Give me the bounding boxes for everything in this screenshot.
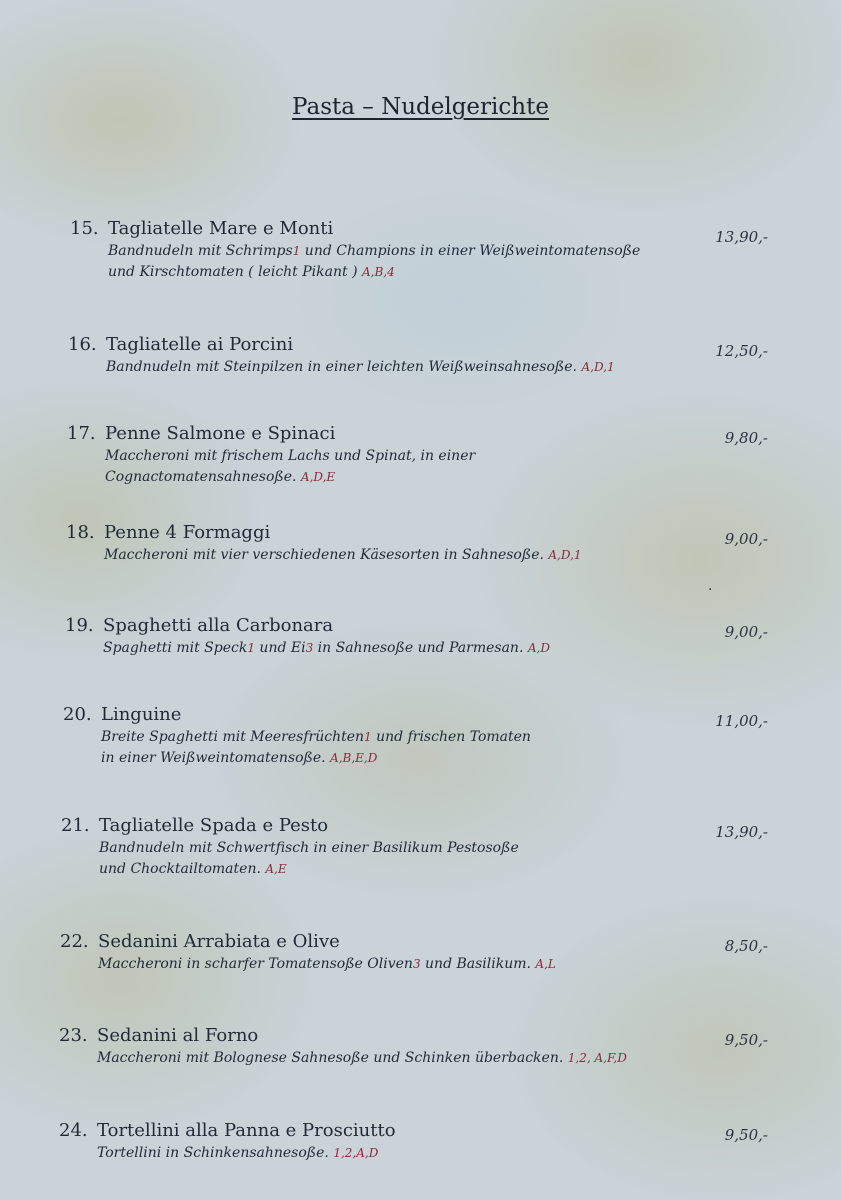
allergen-codes: 1,2,A,D: [333, 1146, 379, 1160]
dish-number: 17.: [67, 423, 96, 444]
dish-name: Spaghetti alla Carbonara: [103, 615, 334, 636]
description-text: in einer Weißweintomatensoße.: [101, 750, 331, 766]
allergen-codes: A,E: [265, 862, 287, 876]
dish-name: Tagliatelle ai Porcini: [106, 334, 294, 355]
dish-number: 19.: [65, 615, 94, 636]
menu-item: [68, 334, 768, 378]
description-line: [98, 954, 698, 975]
menu-item-header: [65, 615, 768, 636]
description-text: Bandnudeln mit Schrimps: [108, 243, 293, 259]
description-text: in Sahnesoße und Parmesan.: [313, 640, 528, 656]
menu-item: [59, 1025, 768, 1069]
description-line: [105, 446, 705, 467]
menu-item: [70, 218, 768, 283]
description-text: Maccheroni mit frischem Lachs und Spinat, in einer: [105, 448, 476, 464]
additive-code: 3: [305, 641, 314, 655]
dish-price: 11,00,-: [715, 712, 768, 730]
description-text: und Kirschtomaten ( leicht Pikant ): [108, 264, 362, 280]
description-line: [108, 262, 708, 283]
dish-price: 9,00,-: [724, 623, 768, 641]
menu-item-header: [70, 218, 768, 239]
allergen-codes: A,D: [527, 641, 550, 655]
allergen-codes: A,D,1: [548, 548, 582, 562]
menu-item: [66, 522, 768, 566]
description-line: [106, 357, 706, 378]
dish-price: 9,80,-: [724, 429, 768, 447]
dish-description: [105, 446, 705, 488]
description-line: [97, 1143, 697, 1164]
description-text: und Basilikum.: [420, 956, 536, 972]
description-line: [97, 1048, 697, 1069]
description-line: [105, 467, 705, 488]
dish-price: 9,50,-: [724, 1031, 768, 1049]
menu-item: [60, 931, 768, 975]
dish-price: 12,50,-: [715, 342, 768, 360]
menu-item-header: [66, 522, 768, 543]
description-text: Maccheroni mit Bolognese Sahnesoße und Schinken überbacken.: [97, 1050, 568, 1066]
allergen-codes: A,D,E: [300, 470, 336, 484]
description-text: Maccheroni mit vier verschiedenen Käsesorten in Sahnesoße.: [104, 547, 549, 563]
menu-item-header: [61, 815, 768, 836]
allergen-codes: A,D,1: [581, 360, 615, 374]
additive-code: 1: [364, 730, 372, 744]
dish-number: 18.: [66, 522, 95, 543]
dish-description: [106, 357, 706, 378]
dish-price: 13,90,-: [715, 228, 768, 246]
allergen-codes: 1,2, A,F,D: [567, 1051, 627, 1065]
additive-code: 3: [412, 957, 421, 971]
dish-name: Linguine: [101, 704, 182, 725]
menu-item: [67, 423, 768, 488]
description-text: Cognactomatensahnesoße.: [105, 469, 301, 485]
menu-item-header: [67, 423, 768, 444]
menu-item: [59, 1120, 768, 1164]
menu-item: [65, 615, 768, 659]
description-text: Maccheroni in scharfer Tomatensoße Oliven: [98, 956, 413, 972]
description-line: [101, 748, 701, 769]
dish-number: 22.: [60, 931, 89, 952]
dish-description: [99, 838, 699, 880]
dish-description: [97, 1048, 697, 1069]
description-text: Bandnudeln mit Steinpilzen in einer leichten Weißweinsahnesoße.: [106, 359, 582, 375]
stray-mark: .: [708, 578, 713, 594]
dish-name: Sedanini Arrabiata e Olive: [98, 931, 340, 952]
menu-item-header: [63, 704, 768, 725]
dish-description: [108, 241, 708, 283]
description-text: Spaghetti mit Speck: [103, 640, 248, 656]
dish-price: 9,00,-: [724, 530, 768, 548]
dish-number: 16.: [68, 334, 97, 355]
menu-item-header: [59, 1025, 768, 1046]
description-line: [99, 838, 699, 859]
dish-price: 8,50,-: [724, 937, 768, 955]
description-text: Bandnudeln mit Schwertfisch in einer Basilikum Pestosoße: [99, 840, 519, 856]
allergen-codes: A,L: [535, 957, 556, 971]
dish-number: 23.: [59, 1025, 88, 1046]
dish-name: Penne Salmone e Spinaci: [105, 423, 336, 444]
description-line: [104, 545, 704, 566]
dish-name: Tortellini alla Panna e Prosciutto: [97, 1120, 396, 1141]
menu-item: [61, 815, 768, 880]
menu-item-header: [68, 334, 768, 355]
description-text: und frischen Tomaten: [371, 729, 531, 745]
additive-code: 1: [247, 641, 255, 655]
dish-number: 20.: [63, 704, 92, 725]
dish-description: [103, 638, 703, 659]
dish-description: [101, 727, 701, 769]
allergen-codes: A,B,E,D: [330, 751, 378, 765]
description-line: [103, 638, 703, 659]
description-line: [108, 241, 708, 262]
menu-item-header: [60, 931, 768, 952]
page-title: Pasta – Nudelgerichte: [292, 94, 549, 120]
dish-name: Sedanini al Forno: [97, 1025, 259, 1046]
description-line: [101, 727, 701, 748]
description-text: und Ei: [254, 640, 306, 656]
dish-name: Penne 4 Formaggi: [104, 522, 271, 543]
dish-number: 21.: [61, 815, 90, 836]
menu-item-header: [59, 1120, 768, 1141]
dish-description: [104, 545, 704, 566]
menu-item: [63, 704, 768, 769]
description-text: Tortellini in Schinkensahnesoße.: [97, 1145, 334, 1161]
allergen-codes: A,B,4: [362, 265, 395, 279]
description-text: und Chocktailtomaten.: [99, 861, 266, 877]
dish-number: 24.: [59, 1120, 88, 1141]
dish-description: [98, 954, 698, 975]
dish-price: 9,50,-: [724, 1126, 768, 1144]
dish-name: Tagliatelle Spada e Pesto: [99, 815, 329, 836]
dish-price: 13,90,-: [715, 823, 768, 841]
description-text: Breite Spaghetti mit Meeresfrüchten: [101, 729, 365, 745]
dish-number: 15.: [70, 218, 99, 239]
dish-name: Tagliatelle Mare e Monti: [108, 218, 334, 239]
dish-description: [97, 1143, 697, 1164]
description-line: [99, 859, 699, 880]
description-text: und Champions in einer Weißweintomatensoße: [300, 243, 641, 259]
additive-code: 1: [292, 244, 301, 258]
